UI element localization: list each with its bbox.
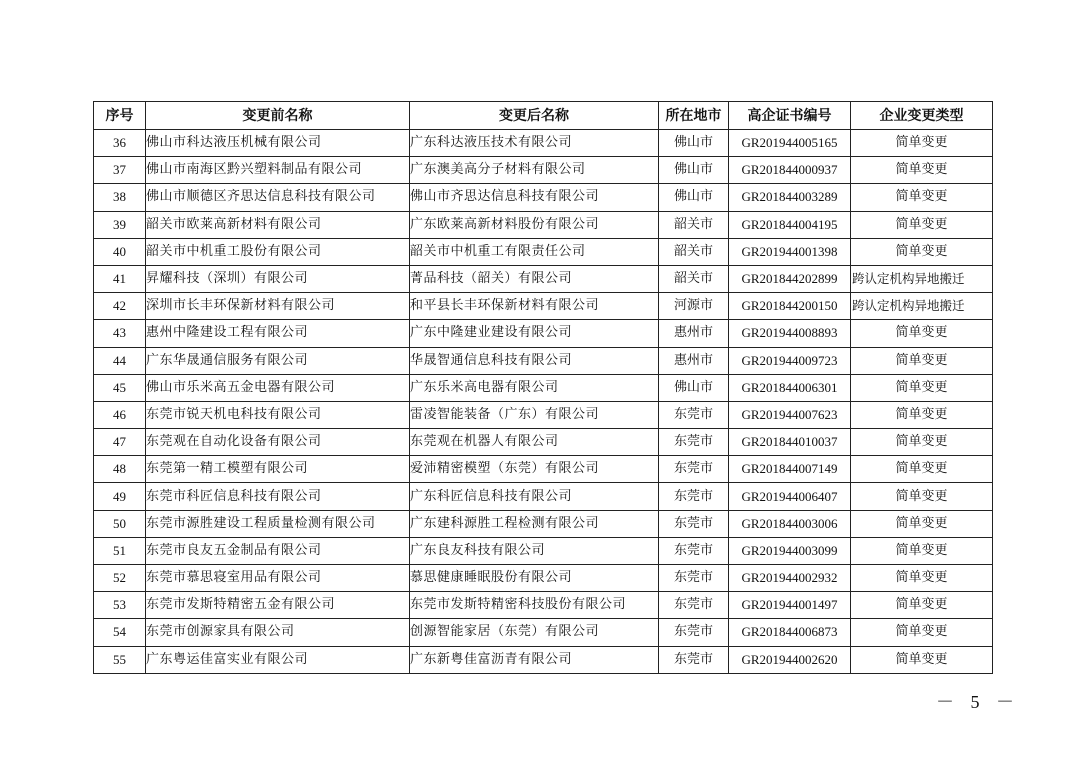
row-change-type: 简单变更 [851, 537, 993, 564]
row-cert-number: GR201944007623 [729, 401, 851, 428]
row-cert-number: GR201944008893 [729, 320, 851, 347]
table-row [94, 211, 993, 238]
header-change-type: 企业变更类型 [851, 102, 993, 130]
row-cert-number: GR201944009723 [729, 347, 851, 374]
row-city: 惠州市 [659, 347, 729, 374]
table-row [94, 537, 993, 564]
row-old-name: 东莞第一精工模塑有限公司 [146, 456, 410, 483]
row-old-name: 佛山市乐米高五金电器有限公司 [146, 374, 410, 401]
row-cert-number: GR201844004195 [729, 211, 851, 238]
row-cert-number: GR201844006301 [729, 374, 851, 401]
row-change-type: 跨认定机构异地搬迁 [851, 293, 993, 320]
row-serial: 46 [94, 401, 146, 428]
row-old-name: 广东华晟通信服务有限公司 [146, 347, 410, 374]
table-row [94, 565, 993, 592]
row-new-name: 广东建科源胜工程检测有限公司 [410, 510, 659, 537]
row-old-name: 东莞市慕思寝室用品有限公司 [146, 565, 410, 592]
table-row [94, 483, 993, 510]
table-row [94, 374, 993, 401]
row-old-name: 韶关市中机重工股份有限公司 [146, 238, 410, 265]
row-city: 佛山市 [659, 157, 729, 184]
row-new-name: 广东科匠信息科技有限公司 [410, 483, 659, 510]
row-serial: 39 [94, 211, 146, 238]
row-change-type: 简单变更 [851, 646, 993, 673]
row-new-name: 东莞市发斯特精密科技股份有限公司 [410, 592, 659, 619]
row-serial: 44 [94, 347, 146, 374]
row-serial: 37 [94, 157, 146, 184]
row-old-name: 昇耀科技（深圳）有限公司 [146, 265, 410, 292]
row-city: 东莞市 [659, 565, 729, 592]
row-city: 河源市 [659, 293, 729, 320]
row-cert-number: GR201844010037 [729, 429, 851, 456]
row-old-name: 惠州中隆建设工程有限公司 [146, 320, 410, 347]
row-city: 韶关市 [659, 211, 729, 238]
row-cert-number: GR201944005165 [729, 130, 851, 157]
row-serial: 45 [94, 374, 146, 401]
row-serial: 49 [94, 483, 146, 510]
row-new-name: 广东新粤佳富沥青有限公司 [410, 646, 659, 673]
row-change-type: 简单变更 [851, 184, 993, 211]
row-old-name: 佛山市科达液压机械有限公司 [146, 130, 410, 157]
row-new-name: 爱沛精密模塑（东莞）有限公司 [410, 456, 659, 483]
row-city: 佛山市 [659, 184, 729, 211]
row-change-type: 简单变更 [851, 347, 993, 374]
row-serial: 53 [94, 592, 146, 619]
row-new-name: 华晟智通信息科技有限公司 [410, 347, 659, 374]
header-serial: 序号 [94, 102, 146, 130]
row-change-type: 简单变更 [851, 483, 993, 510]
row-new-name: 和平县长丰环保新材料有限公司 [410, 293, 659, 320]
table-row [94, 130, 993, 157]
row-cert-number: GR201944002620 [729, 646, 851, 673]
table-row [94, 238, 993, 265]
table-row [94, 184, 993, 211]
row-new-name: 慕思健康睡眠股份有限公司 [410, 565, 659, 592]
row-serial: 41 [94, 265, 146, 292]
row-new-name: 佛山市齐思达信息科技有限公司 [410, 184, 659, 211]
row-city: 东莞市 [659, 510, 729, 537]
row-cert-number: GR201844000937 [729, 157, 851, 184]
page-number: － 5 － [936, 692, 1020, 712]
row-new-name: 菁品科技（韶关）有限公司 [410, 265, 659, 292]
row-city: 韶关市 [659, 265, 729, 292]
row-serial: 48 [94, 456, 146, 483]
row-old-name: 东莞市良友五金制品有限公司 [146, 537, 410, 564]
table-row [94, 293, 993, 320]
row-old-name: 深圳市长丰环保新材料有限公司 [146, 293, 410, 320]
row-cert-number: GR201944003099 [729, 537, 851, 564]
row-old-name: 东莞观在自动化设备有限公司 [146, 429, 410, 456]
row-cert-number: GR201844202899 [729, 265, 851, 292]
row-old-name: 佛山市顺德区齐思达信息科技有限公司 [146, 184, 410, 211]
row-serial: 54 [94, 619, 146, 646]
row-old-name: 广东粤运佳富实业有限公司 [146, 646, 410, 673]
row-change-type: 简单变更 [851, 211, 993, 238]
table-row [94, 456, 993, 483]
row-change-type: 跨认定机构异地搬迁 [851, 265, 993, 292]
row-cert-number: GR201944001497 [729, 592, 851, 619]
row-new-name: 创源智能家居（东莞）有限公司 [410, 619, 659, 646]
row-city: 东莞市 [659, 646, 729, 673]
table-row [94, 510, 993, 537]
row-cert-number: GR201944006407 [729, 483, 851, 510]
row-serial: 43 [94, 320, 146, 347]
row-city: 佛山市 [659, 130, 729, 157]
header-city: 所在地市 [659, 102, 729, 130]
row-change-type: 简单变更 [851, 374, 993, 401]
table-body [94, 130, 993, 674]
row-change-type: 简单变更 [851, 429, 993, 456]
row-city: 东莞市 [659, 537, 729, 564]
table-row [94, 265, 993, 292]
row-new-name: 东莞观在机器人有限公司 [410, 429, 659, 456]
row-old-name: 东莞市源胜建设工程质量检测有限公司 [146, 510, 410, 537]
row-serial: 52 [94, 565, 146, 592]
row-city: 佛山市 [659, 374, 729, 401]
row-cert-number: GR201944002932 [729, 565, 851, 592]
row-new-name: 广东中隆建业建设有限公司 [410, 320, 659, 347]
row-city: 惠州市 [659, 320, 729, 347]
row-city: 东莞市 [659, 456, 729, 483]
row-new-name: 广东澳美高分子材料有限公司 [410, 157, 659, 184]
row-cert-number: GR201844007149 [729, 456, 851, 483]
row-new-name: 广东欧莱高新材料股份有限公司 [410, 211, 659, 238]
row-new-name: 广东良友科技有限公司 [410, 537, 659, 564]
table-row [94, 619, 993, 646]
row-change-type: 简单变更 [851, 320, 993, 347]
row-change-type: 简单变更 [851, 238, 993, 265]
row-city: 东莞市 [659, 619, 729, 646]
row-change-type: 简单变更 [851, 592, 993, 619]
table-header-row [94, 102, 993, 130]
row-old-name: 东莞市创源家具有限公司 [146, 619, 410, 646]
table-row [94, 157, 993, 184]
row-serial: 55 [94, 646, 146, 673]
table-row [94, 401, 993, 428]
row-city: 东莞市 [659, 401, 729, 428]
row-serial: 47 [94, 429, 146, 456]
row-cert-number: GR201944001398 [729, 238, 851, 265]
row-new-name: 韶关市中机重工有限责任公司 [410, 238, 659, 265]
row-serial: 40 [94, 238, 146, 265]
row-city: 东莞市 [659, 592, 729, 619]
table-row [94, 592, 993, 619]
row-old-name: 东莞市锐天机电科技有限公司 [146, 401, 410, 428]
row-change-type: 简单变更 [851, 565, 993, 592]
row-old-name: 韶关市欧莱高新材料有限公司 [146, 211, 410, 238]
row-change-type: 简单变更 [851, 130, 993, 157]
header-new-name: 变更后名称 [410, 102, 659, 130]
row-change-type: 简单变更 [851, 619, 993, 646]
row-serial: 36 [94, 130, 146, 157]
row-serial: 38 [94, 184, 146, 211]
row-new-name: 广东科达液压技术有限公司 [410, 130, 659, 157]
row-cert-number: GR201844006873 [729, 619, 851, 646]
row-change-type: 简单变更 [851, 456, 993, 483]
row-city: 韶关市 [659, 238, 729, 265]
row-old-name: 东莞市科匠信息科技有限公司 [146, 483, 410, 510]
row-cert-number: GR201844003289 [729, 184, 851, 211]
row-old-name: 东莞市发斯特精密五金有限公司 [146, 592, 410, 619]
header-old-name: 变更前名称 [146, 102, 410, 130]
row-new-name: 雷凌智能装备（广东）有限公司 [410, 401, 659, 428]
table-row [94, 320, 993, 347]
header-cert-number: 高企证书编号 [729, 102, 851, 130]
row-change-type: 简单变更 [851, 510, 993, 537]
row-cert-number: GR201844003006 [729, 510, 851, 537]
row-city: 东莞市 [659, 429, 729, 456]
row-city: 东莞市 [659, 483, 729, 510]
row-serial: 42 [94, 293, 146, 320]
row-new-name: 广东乐米高电器有限公司 [410, 374, 659, 401]
table-row [94, 646, 993, 673]
row-change-type: 简单变更 [851, 157, 993, 184]
row-old-name: 佛山市南海区黔兴塑料制品有限公司 [146, 157, 410, 184]
row-change-type: 简单变更 [851, 401, 993, 428]
row-serial: 51 [94, 537, 146, 564]
table-row [94, 429, 993, 456]
company-change-table [93, 101, 993, 674]
table-row [94, 347, 993, 374]
row-cert-number: GR201844200150 [729, 293, 851, 320]
row-serial: 50 [94, 510, 146, 537]
